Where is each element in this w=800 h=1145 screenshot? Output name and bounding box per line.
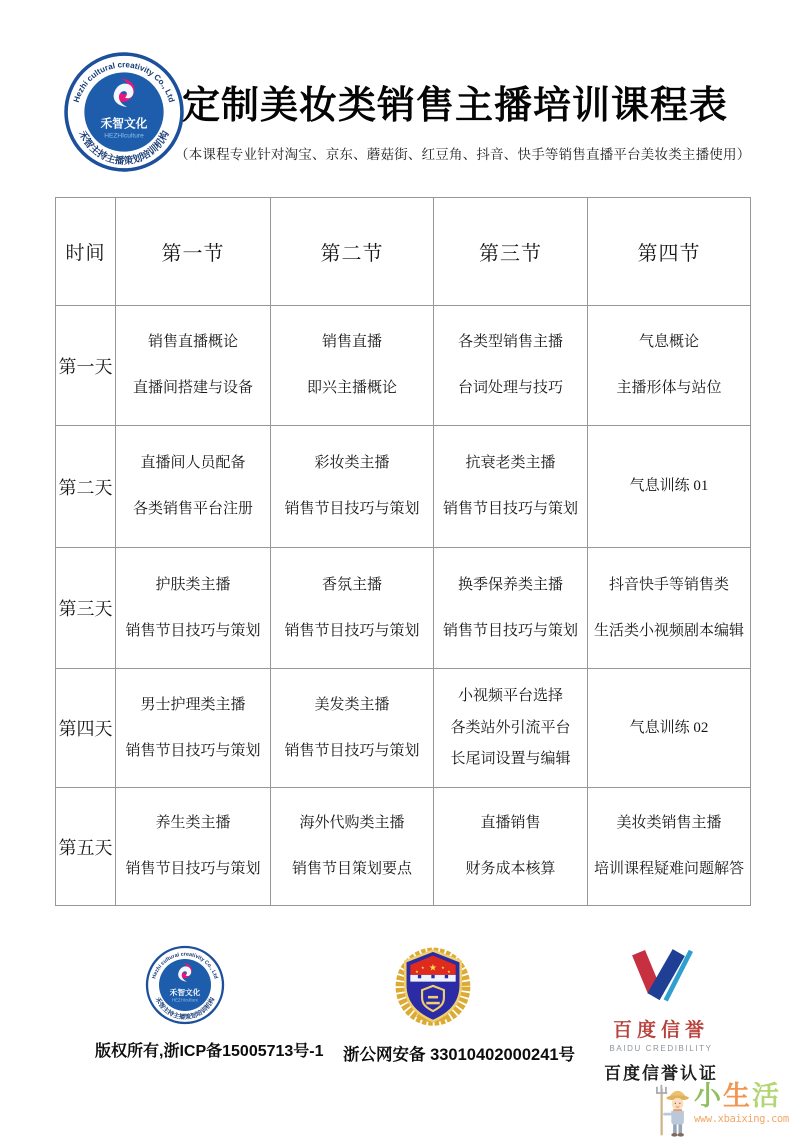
watermark-char: 小 xyxy=(694,1081,723,1111)
course-cell xyxy=(271,548,434,669)
header xyxy=(175,74,751,163)
course-schedule-table xyxy=(55,197,751,906)
course-cell xyxy=(116,669,271,788)
course-line: 销售直播概论 xyxy=(147,334,238,351)
course-cell xyxy=(116,788,271,906)
footer-baidu-block xyxy=(586,948,736,1084)
row-label-day: 第二天 xyxy=(56,426,116,548)
table-head xyxy=(56,198,751,306)
course-cell xyxy=(434,548,588,669)
course-line: 直播销售 xyxy=(480,815,541,832)
column-header-session-3: 第三节 xyxy=(434,198,588,306)
course-line: 销售节目技巧与策划 xyxy=(284,742,420,759)
baidu-name-en: BAIDU CREDIBILITY xyxy=(609,1044,713,1053)
course-line: 香氛主播 xyxy=(321,576,382,593)
watermark-char: 活 xyxy=(752,1081,781,1111)
course-cell xyxy=(271,788,434,906)
watermark-url: www.xbaixing.com xyxy=(694,1112,789,1125)
table-row-day-5 xyxy=(56,788,751,906)
course-line: 销售节目技巧与策划 xyxy=(125,742,261,759)
course-line: 台词处理与技巧 xyxy=(457,380,563,396)
watermark-text xyxy=(694,1082,789,1125)
farmer-boy-icon xyxy=(656,1082,692,1140)
course-line: 财务成本核算 xyxy=(465,861,556,877)
column-header-session-4: 第四节 xyxy=(588,198,751,306)
course-cell xyxy=(116,426,271,548)
course-line: 小视频平台选择 xyxy=(457,687,563,704)
course-line: 直播间人员配备 xyxy=(140,455,246,472)
course-line: 各类型销售主播 xyxy=(457,334,563,351)
company-logo-icon xyxy=(63,51,185,173)
course-line: 气息概论 xyxy=(638,334,699,351)
course-line: 海外代购类主播 xyxy=(299,815,405,832)
table-row-day-1 xyxy=(56,306,751,426)
row-label-day: 第三天 xyxy=(56,548,116,669)
course-line: 销售节目策划要点 xyxy=(291,861,412,877)
course-line: 气息训练 01 xyxy=(629,478,709,495)
row-label-day: 第四天 xyxy=(56,669,116,788)
course-cell xyxy=(271,669,434,788)
footer-police-block xyxy=(343,942,576,1065)
course-line: 培训课程疑难问题解答 xyxy=(593,861,744,877)
course-line: 美妆类销售主播 xyxy=(616,815,722,832)
course-line: 销售节目技巧与策划 xyxy=(125,622,261,639)
police-filing-text: 浙公网安备 33010402000241号 xyxy=(343,1046,576,1064)
row-label-day: 第一天 xyxy=(56,306,116,426)
police-badge-icon xyxy=(391,942,475,1028)
course-cell xyxy=(116,548,271,669)
course-line: 抗衰老类主播 xyxy=(465,455,556,472)
course-line: 养生类主播 xyxy=(155,815,231,832)
course-cell xyxy=(434,669,588,788)
table-body xyxy=(56,306,751,906)
baidu-credibility-icon xyxy=(626,948,696,1006)
course-line: 销售节目技巧与策划 xyxy=(442,501,578,517)
site-watermark xyxy=(656,1082,800,1140)
course-line: 彩妆类主播 xyxy=(314,455,390,472)
page-title: 定制美妆类销售主播培训课程表 xyxy=(181,85,728,127)
course-cell xyxy=(588,548,751,669)
course-line: 各类站外引流平台 xyxy=(450,719,571,736)
course-line: 即兴主播概论 xyxy=(306,380,397,396)
course-line: 男士护理类主播 xyxy=(140,696,246,713)
course-cell xyxy=(588,426,751,548)
course-line: 抖音快手等销售类 xyxy=(608,576,729,593)
table-row-day-2 xyxy=(56,426,751,548)
course-line: 直播间搭建与设备 xyxy=(132,380,253,396)
table-row-day-4 xyxy=(56,669,751,788)
footer-company-block xyxy=(95,945,324,1061)
row-label-day: 第五天 xyxy=(56,788,116,906)
footer-company-logo-icon xyxy=(145,945,225,1025)
copyright-text: 版权所有,浙ICP备15005713号-1 xyxy=(95,1043,324,1060)
watermark-char: 生 xyxy=(723,1081,752,1111)
course-cell xyxy=(588,669,751,788)
watermark-name xyxy=(694,1082,789,1112)
baidu-name-cn: 百度信誉 xyxy=(612,1020,709,1041)
course-line: 美发类主播 xyxy=(314,696,390,713)
course-cell xyxy=(271,306,434,426)
course-line: 主播形体与站位 xyxy=(616,380,722,396)
course-line: 各类销售平台注册 xyxy=(132,501,253,517)
course-line: 长尾词设置与编辑 xyxy=(450,751,571,768)
column-header-time: 时间 xyxy=(56,198,116,306)
table-row-day-3 xyxy=(56,548,751,669)
page-subtitle: （本课程专业针对淘宝、京东、蘑菇街、红豆角、抖音、快手等销售直播平台美妆类主播使用） xyxy=(175,147,751,162)
course-cell xyxy=(588,788,751,906)
course-line: 气息训练 02 xyxy=(629,719,709,736)
course-line: 护肤类主播 xyxy=(155,576,231,593)
course-cell xyxy=(434,788,588,906)
course-cell xyxy=(116,306,271,426)
course-cell xyxy=(434,306,588,426)
column-header-session-1: 第一节 xyxy=(116,198,271,306)
course-cell xyxy=(271,426,434,548)
course-line: 销售节目技巧与策划 xyxy=(284,622,420,639)
course-cell xyxy=(588,306,751,426)
course-line: 销售节目技巧与策划 xyxy=(284,501,420,517)
course-line: 换季保养类主播 xyxy=(457,576,563,593)
course-cell xyxy=(434,426,588,548)
course-line: 生活类小视频剧本编辑 xyxy=(593,622,744,639)
column-header-session-2: 第二节 xyxy=(271,198,434,306)
course-line: 销售节目技巧与策划 xyxy=(125,861,261,877)
course-line: 销售直播 xyxy=(321,334,382,351)
baidu-cert-text: 百度信誉认证 xyxy=(604,1064,718,1083)
course-line: 销售节目技巧与策划 xyxy=(442,622,578,639)
